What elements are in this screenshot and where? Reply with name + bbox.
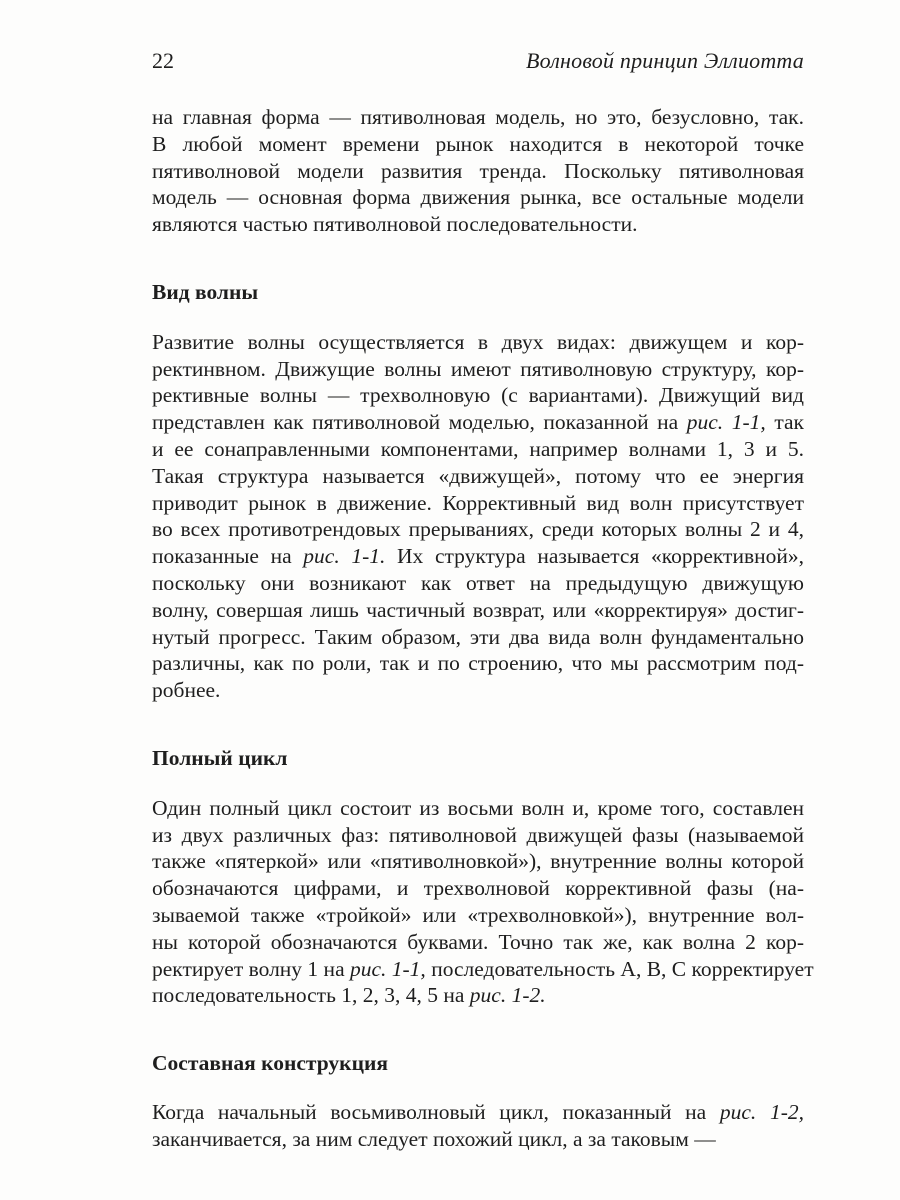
full-cycle-paragraph (152, 795, 814, 1009)
text-segment: показанные на (152, 544, 304, 569)
text-segment: поскольку они возникают как ответ на предыдущую движущую (152, 570, 804, 595)
intro-paragraph (152, 104, 804, 238)
text-line: пятиволновой модели развития тренда. Поскольку пятиволновая (152, 158, 804, 183)
text-segment: приводит рынок в движение. Коррективный вид волн присутствует (152, 490, 804, 515)
text-line (152, 848, 804, 875)
text-line (152, 822, 804, 849)
text-segment: зываемой также «тройкой» или «трехволновкой»), внутренние вол- (152, 902, 804, 927)
text-segment: Один полный цикл состоит из восьми волн и, кроме того, составлен (152, 795, 804, 820)
text-line: модель — основная форма движения рынка, все остальные модели (152, 185, 804, 210)
text-line (152, 875, 804, 902)
text-segment: Когда начальный восьмиволновый цикл, показанный на (152, 1099, 720, 1124)
figure-reference: рис. 1-1. (303, 544, 386, 569)
text-line (152, 597, 804, 624)
text-segment: обозначаются цифрами, и трехволновой коррективной фазы (на- (152, 876, 804, 901)
text-line (152, 929, 804, 956)
text-segment: ректирует волну 1 на (152, 956, 350, 981)
text-line (152, 677, 804, 704)
section-heading-full-cycle: Полный цикл (152, 745, 288, 770)
text-line: на главная форма — пятиволновая модель, но это, безусловно, так. (152, 105, 804, 129)
figure-reference: рис. 1-2. (469, 983, 546, 1008)
text-segment: последовательность A, B, C корректирует (425, 956, 814, 981)
text-line (152, 463, 804, 490)
text-segment: во всех противотрендовых прерываниях, среди которых волны 2 и 4, (152, 517, 804, 542)
text-line (152, 382, 804, 409)
text-line: В любой момент времени рынок находится в некоторой точке (152, 131, 804, 156)
running-title: Волновой принцип Эллиотта (525, 48, 804, 73)
text-segment: робнее. (152, 678, 221, 703)
wave-type-paragraph (152, 329, 804, 704)
text-line (152, 409, 804, 436)
body-text (152, 104, 814, 1153)
text-line (152, 490, 804, 517)
text-line (152, 624, 804, 651)
section-heading-composite: Составная конструкция (152, 1051, 388, 1076)
text-line (152, 1126, 804, 1153)
text-segment: ны которой обозначаются буквами. Точно так же, как волна 2 кор- (152, 929, 804, 954)
text-segment: из двух различных фаз: пятиволновой движущей фазы (называемой (152, 822, 804, 847)
figure-reference: рис. 1-2, (719, 1099, 805, 1124)
figure-reference: рис. 1-1, (686, 410, 766, 435)
text-segment: представлен как пятиволновой моделью, показанной на (152, 410, 687, 435)
text-line: являются частью пятиволновой последовательности. (152, 212, 638, 237)
text-segment: последовательность 1, 2, 3, 4, 5 на (152, 983, 470, 1008)
composite-paragraph (152, 1099, 804, 1153)
text-segment: волну, совершая лишь частичный возврат, или «корректируя» достиг- (152, 597, 804, 622)
text-line (152, 516, 804, 543)
text-segment: также «пятеркой» или «пятиволновкой»), внутренние волны которой (152, 849, 804, 874)
text-line (152, 956, 814, 983)
text-segment: Их структура называется «коррективной», (385, 544, 804, 569)
text-line (152, 902, 804, 929)
text-segment: рективные волны — трехволновую (с вариантами). Движущий вид (152, 383, 804, 408)
page-header (152, 48, 804, 78)
text-line (152, 329, 804, 356)
text-line (152, 650, 804, 677)
text-segment: Такая структура называется «движущей», потому что ее энергия (152, 463, 804, 488)
text-line (152, 982, 804, 1009)
text-segment: и ее сонаправленными компонентами, например волнами 1, 3 и 5. (152, 436, 804, 461)
text-line (152, 356, 804, 383)
text-segment: Развитие волны осуществляется в двух видах: движущем и кор- (152, 329, 804, 354)
text-segment: нутый прогресс. Таким образом, эти два вида волн фундаментально (152, 624, 804, 649)
text-line (152, 1099, 804, 1126)
figure-reference: рис. 1-1, (349, 956, 426, 981)
page-number: 22 (152, 48, 174, 73)
text-line (152, 543, 804, 570)
text-segment: так (765, 410, 804, 435)
section-heading-wave-type: Вид волны (152, 279, 259, 304)
text-segment: заканчивается, за ним следует похожий цикл, а за таковым — (152, 1126, 716, 1151)
text-segment: различны, как по роли, так и по строению, что мы рассмотрим под- (152, 651, 804, 676)
text-line (152, 795, 804, 822)
text-line (152, 436, 804, 463)
text-line (152, 570, 804, 597)
text-segment: ректинвном. Движущие волны имеют пятиволновую структуру, кор- (152, 356, 804, 381)
